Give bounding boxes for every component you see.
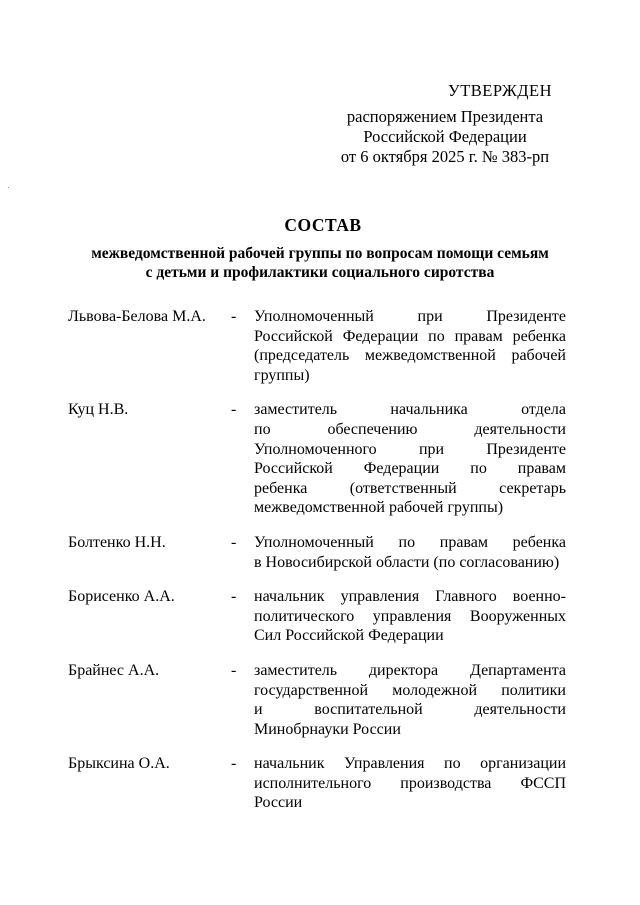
member-row xyxy=(68,307,568,385)
role-line: исполнительного производства ФССП xyxy=(254,774,566,792)
role-line: политического управления Вооруженных xyxy=(254,607,566,625)
member-role xyxy=(254,400,566,518)
role-line: Минобрнауки России xyxy=(254,720,401,738)
member-row xyxy=(68,661,568,739)
member-name: Куц Н.В. xyxy=(68,401,129,419)
document-heading xyxy=(0,214,640,282)
document-subtitle xyxy=(0,244,640,282)
members-list xyxy=(68,307,568,828)
approval-line: распоряжением Президента xyxy=(346,107,544,126)
member-name: Брыксина О.А. xyxy=(68,755,170,773)
role-line: начальник Управления по организации xyxy=(254,755,566,773)
member-name: Брайнес А.А. xyxy=(68,661,160,679)
role-line: Уполномоченный при Президенте xyxy=(254,308,566,325)
member-separator: - xyxy=(231,401,237,419)
role-line: России xyxy=(254,794,303,812)
approval-order xyxy=(330,107,560,167)
member-role xyxy=(254,587,566,646)
member-role xyxy=(254,754,566,813)
member-role xyxy=(254,661,566,739)
subtitle-line: межведомственной рабочей группы по вопросам помощи семьям xyxy=(91,245,549,262)
member-separator: - xyxy=(231,588,237,606)
member-separator: - xyxy=(231,533,237,551)
role-line: в Новосибирской области (по согласованию) xyxy=(254,553,560,571)
document-title: СОСТАВ xyxy=(284,215,362,235)
member-row xyxy=(68,533,568,572)
role-line: Уполномоченный по правам ребенка xyxy=(254,533,566,551)
role-line: заместитель директора Департамента xyxy=(254,661,566,679)
role-line: по обеспечению деятельности xyxy=(254,420,566,438)
member-separator: - xyxy=(231,308,237,325)
member-role xyxy=(254,533,566,572)
role-line: заместитель начальника отдела xyxy=(254,401,566,419)
role-line: Уполномоченного при Президенте xyxy=(254,440,566,458)
role-line: государственной молодежной политики xyxy=(254,681,566,699)
member-separator: - xyxy=(231,661,237,679)
member-name: Львова-Белова М.А. xyxy=(68,308,206,325)
member-name: Борисенко А.А. xyxy=(68,588,175,606)
role-line: Российской Федерации по правам xyxy=(254,460,566,478)
role-line: межведомственной рабочей группы) xyxy=(254,499,504,517)
role-line: и воспитательной деятельности xyxy=(254,701,566,719)
member-name: Болтенко Н.Н. xyxy=(68,533,166,551)
scan-mark xyxy=(8,187,9,188)
role-line: группы) xyxy=(254,366,310,384)
role-line: Сил Российской Федерации xyxy=(254,627,444,645)
member-separator: - xyxy=(231,755,237,773)
subtitle-line: с детьми и профилактики социального сиротства xyxy=(145,264,495,281)
member-row xyxy=(68,587,568,646)
approval-line: от 6 октября 2025 г. № 383-рп xyxy=(340,147,550,166)
role-line: Российской Федерации по правам ребенка xyxy=(254,327,566,345)
role-line: начальник управления Главного военно- xyxy=(254,588,566,606)
role-line: (председатель межведомственной рабочей xyxy=(254,347,566,365)
member-role xyxy=(254,307,566,385)
approval-line: Российской Федерации xyxy=(363,127,527,146)
member-row xyxy=(68,400,568,518)
member-row xyxy=(68,754,568,813)
role-line: ребенка (ответственный секретарь xyxy=(254,479,566,497)
approved-label: УТВЕРЖДЕН xyxy=(448,81,552,100)
